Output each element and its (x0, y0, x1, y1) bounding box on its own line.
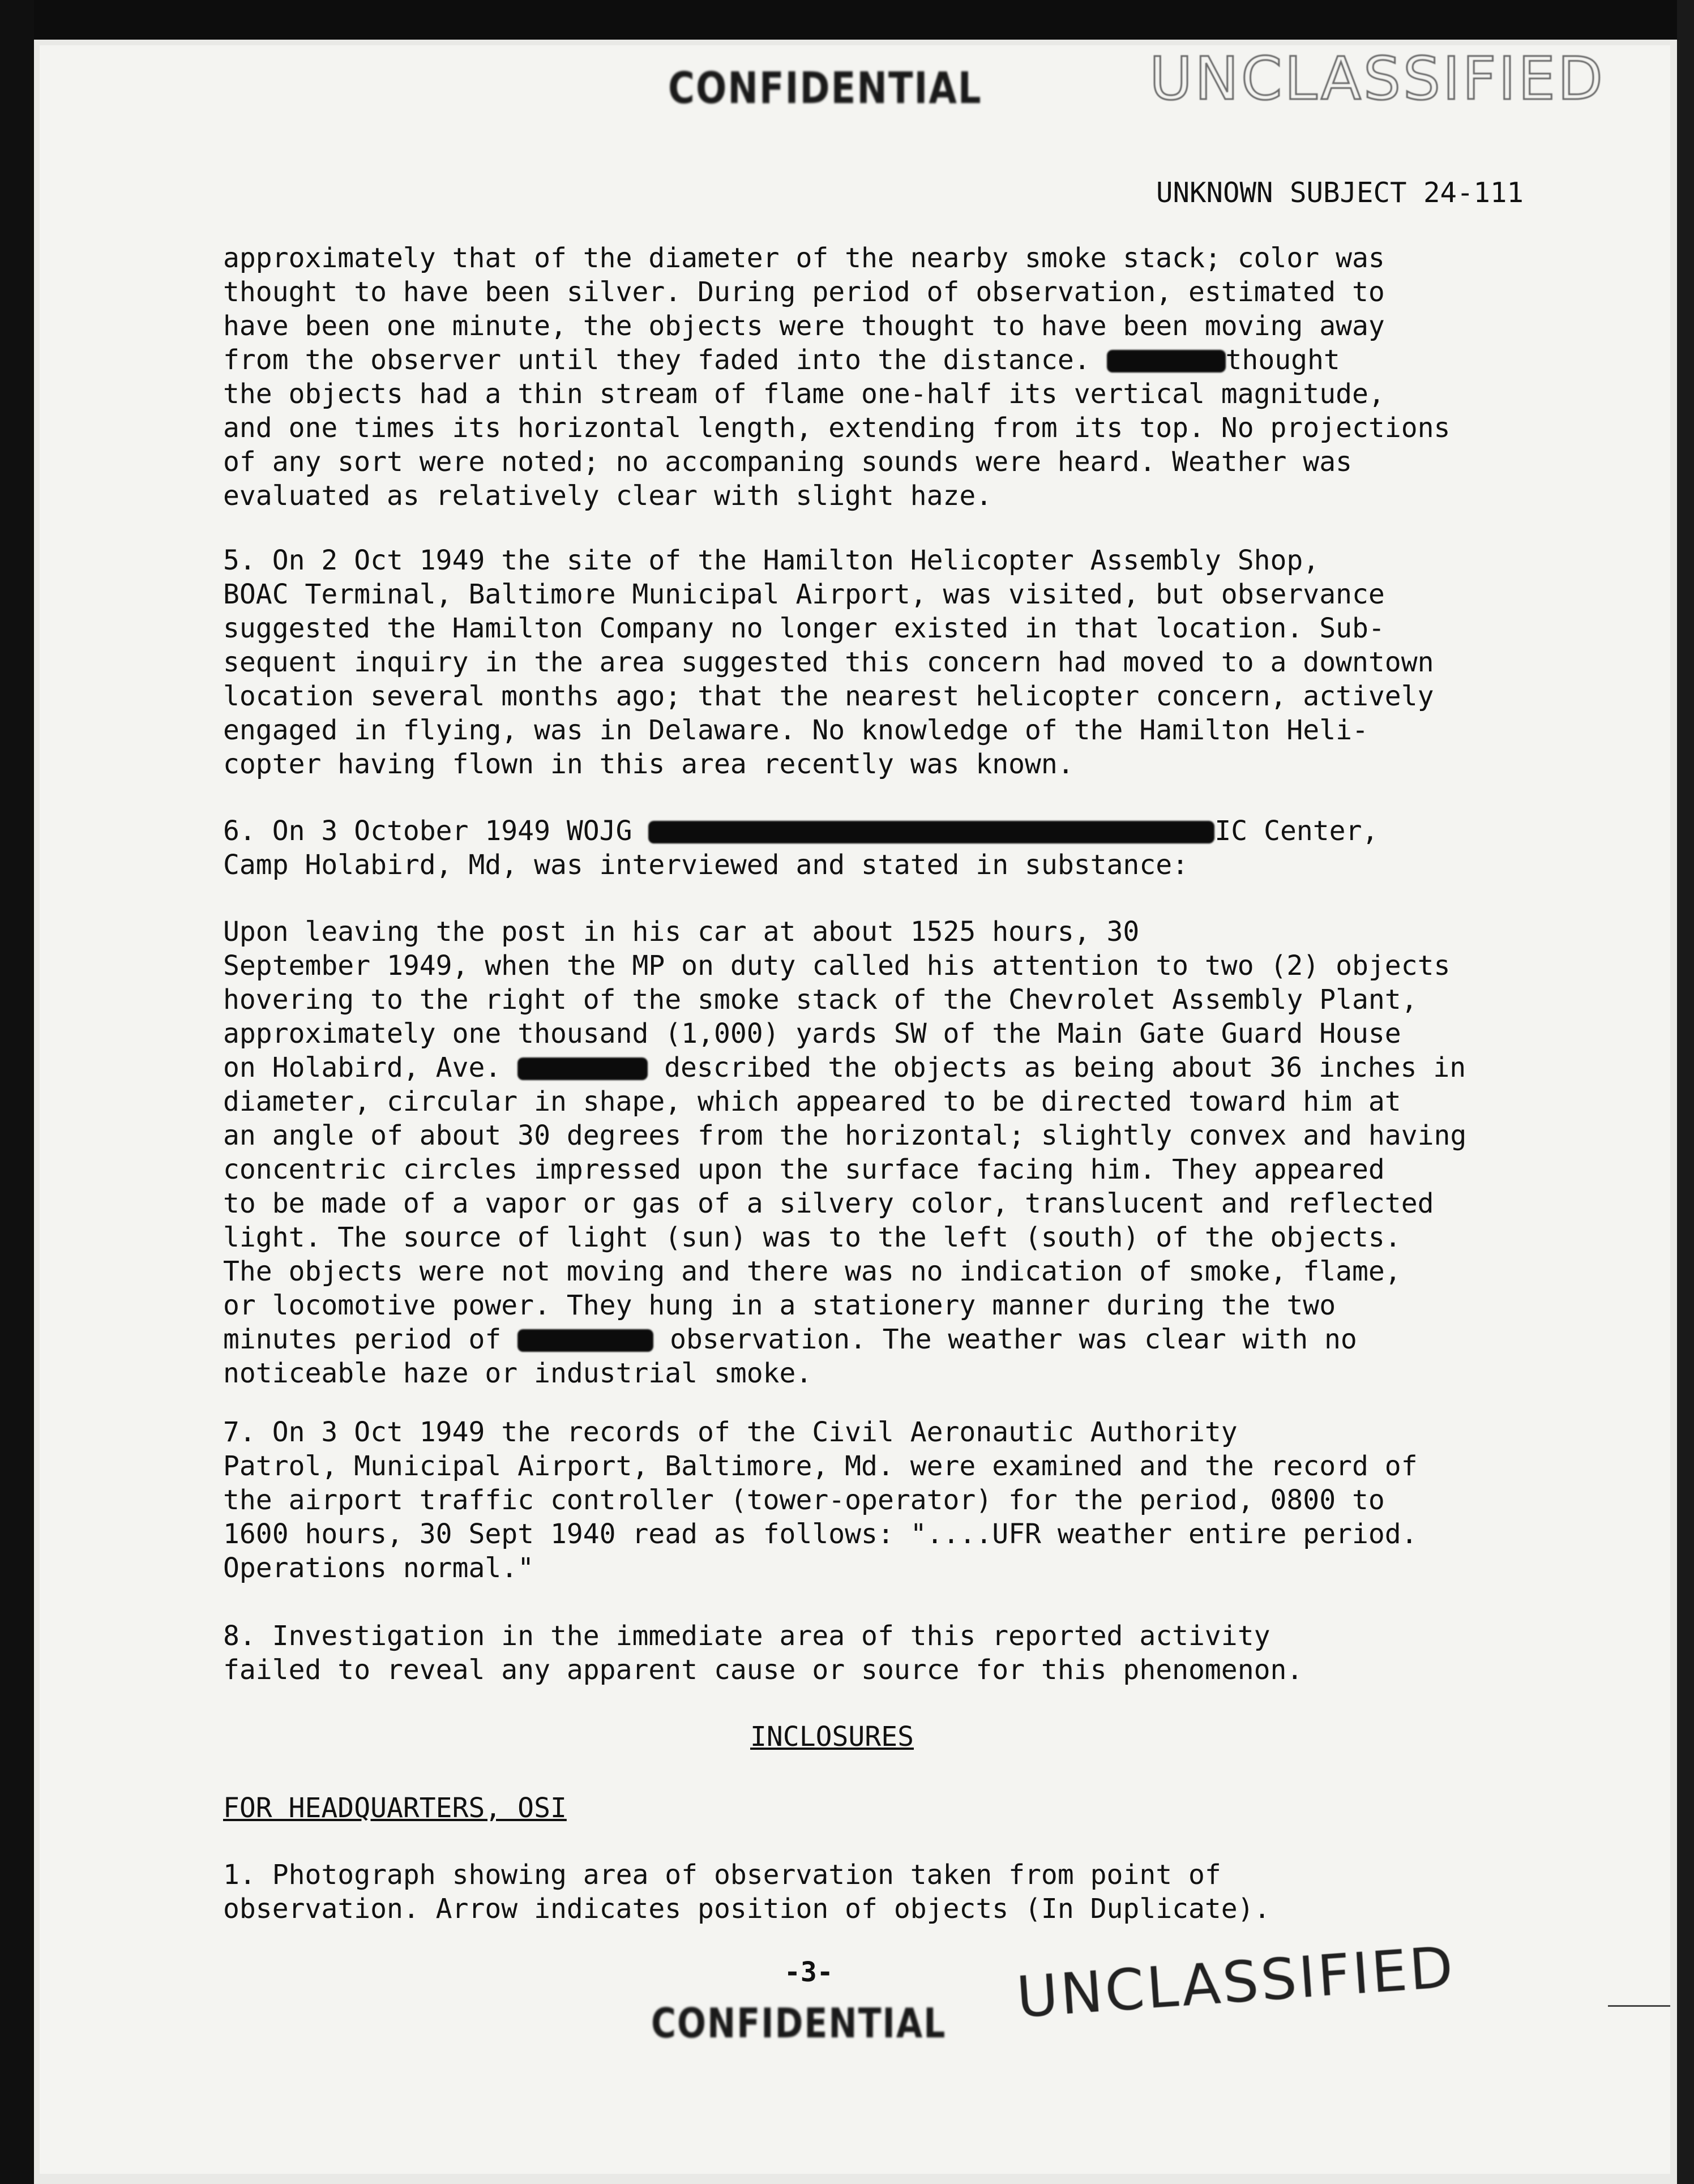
text-line: September 1949, when the MP on duty called his attention to two (2) objects (223, 950, 1451, 982)
inclosures-heading: INCLOSURES (750, 1721, 914, 1753)
text-line: location several months ago; that the nearest helicopter concern, actively (223, 680, 1434, 712)
paragraph-6-statement (223, 915, 1537, 1390)
text-line: and one times its horizontal length, extending from its top. No projections (223, 412, 1451, 444)
text-line: BOAC Terminal, Baltimore Municipal Airport, was visited, but observance (223, 579, 1385, 610)
text-line (223, 1051, 1537, 1085)
text-segment: from the observer until they faded into the distance. (223, 344, 1090, 376)
text-line: noticeable haze or industrial smoke. (223, 1357, 812, 1389)
text-line: the airport traffic controller (tower-operator) for the period, 0800 to (223, 1484, 1385, 1516)
text-segment: IC Center, (1214, 815, 1379, 847)
confidential-stamp-bottom: CONFIDENTIAL (651, 2000, 947, 2048)
scan-border-right (1677, 0, 1694, 2184)
text-line: Camp Holabird, Md, was interviewed and stated in substance: (223, 849, 1189, 881)
text-line: thought to have been silver. During period of observation, estimated to (223, 276, 1385, 308)
text-line: the objects had a thin stream of flame one-half its vertical magnitude, (223, 378, 1385, 410)
text-segment: minutes period of (223, 1324, 502, 1355)
text-line (223, 1322, 1537, 1356)
text-line: approximately one thousand (1,000) yards SW of the Main Gate Guard House (223, 1018, 1401, 1050)
text-line: evaluated as relatively clear with slight haze. (223, 480, 993, 512)
text-line: to be made of a vapor or gas of a silvery color, translucent and reflected (223, 1188, 1434, 1219)
scan-border-left (0, 0, 34, 2184)
unclassified-stamp-bottom: UNCLASSIFIED (1014, 1934, 1458, 2031)
text-segment: 6. On 3 October 1949 WOJG (223, 815, 632, 847)
text-line: approximately that of the diameter of the nearby smoke stack; color was (223, 242, 1385, 274)
paragraph-6 (223, 814, 1537, 882)
text-line: 7. On 3 Oct 1949 the records of the Civil Aeronautic Authority (223, 1416, 1238, 1448)
text-line: Upon leaving the post in his car at about 1525 hours, 30 (223, 916, 1140, 948)
text-line: copter having flown in this area recently was known. (223, 748, 1074, 780)
document-reference: UNKNOWN SUBJECT 24-111 (1156, 177, 1524, 209)
redaction-mark (517, 1329, 653, 1352)
text-line: engaged in flying, was in Delaware. No knowledge of the Hamilton Heli- (223, 714, 1368, 746)
text-line: sequent inquiry in the area suggested this concern had moved to a downtown (223, 646, 1434, 678)
scan-border-top (0, 0, 1694, 40)
inclosures-subheading: FOR HEADQUARTERS, OSI (223, 1792, 567, 1824)
page-number: -3- (784, 1956, 833, 1988)
text-line: suggested the Hamilton Company no longer existed in that location. Sub- (223, 613, 1385, 644)
text-line (223, 814, 1537, 848)
text-line: concentric circles impressed upon the surface facing him. They appeared (223, 1154, 1385, 1185)
text-line: 1600 hours, 30 Sept 1940 read as follows: "....UFR weather entire period. (223, 1518, 1418, 1550)
paragraph-continued (223, 241, 1537, 513)
text-line: 5. On 2 Oct 1949 the site of the Hamilton Helicopter Assembly Shop, (223, 545, 1320, 576)
text-line (223, 343, 1537, 377)
text-line: of any sort were noted; no accompaning sounds were heard. Weather was (223, 446, 1352, 478)
text-line: The objects were not moving and there was no indication of smoke, flame, (223, 1256, 1401, 1287)
unclassified-stamp-top: UNCLASSIFIED (1149, 44, 1605, 113)
text-line: have been one minute, the objects were thought to have been moving away (223, 310, 1385, 342)
text-line: hovering to the right of the smoke stack of the Chevrolet Assembly Plant, (223, 984, 1418, 1016)
confidential-stamp-top: CONFIDENTIAL (668, 63, 982, 114)
text-line: Patrol, Municipal Airport, Baltimore, Md. were examined and the record of (223, 1450, 1418, 1482)
list-item: observation. Arrow indicates position of objects (In Duplicate). (223, 1893, 1270, 1925)
redaction-mark (517, 1057, 648, 1080)
text-segment: on Holabird, Ave. (223, 1052, 502, 1084)
inclosures-list (223, 1858, 1537, 1926)
text-line: an angle of about 30 degrees from the horizontal; slightly convex and having (223, 1120, 1467, 1151)
paragraph-8 (223, 1619, 1537, 1687)
text-line: 8. Investigation in the immediate area of this reported activity (223, 1620, 1270, 1652)
redaction-mark (1107, 350, 1226, 372)
redaction-mark (648, 821, 1214, 843)
text-line: light. The source of light (sun) was to the left (south) of the objects. (223, 1222, 1401, 1253)
text-line: Operations normal." (223, 1552, 534, 1584)
text-segment: described the objects as being about 36 inches in (664, 1052, 1466, 1084)
text-line: or locomotive power. They hung in a stationery manner during the two (223, 1290, 1336, 1321)
margin-mark (1608, 2005, 1670, 2007)
paragraph-7 (223, 1415, 1537, 1585)
text-line: failed to reveal any apparent cause or source for this phenomenon. (223, 1654, 1303, 1686)
paragraph-5 (223, 543, 1537, 781)
text-line: diameter, circular in shape, which appeared to be directed toward him at (223, 1086, 1401, 1117)
text-segment: thought (1225, 344, 1340, 376)
list-item: 1. Photograph showing area of observation taken from point of (223, 1859, 1221, 1891)
text-segment: observation. The weather was clear with no (670, 1324, 1357, 1355)
